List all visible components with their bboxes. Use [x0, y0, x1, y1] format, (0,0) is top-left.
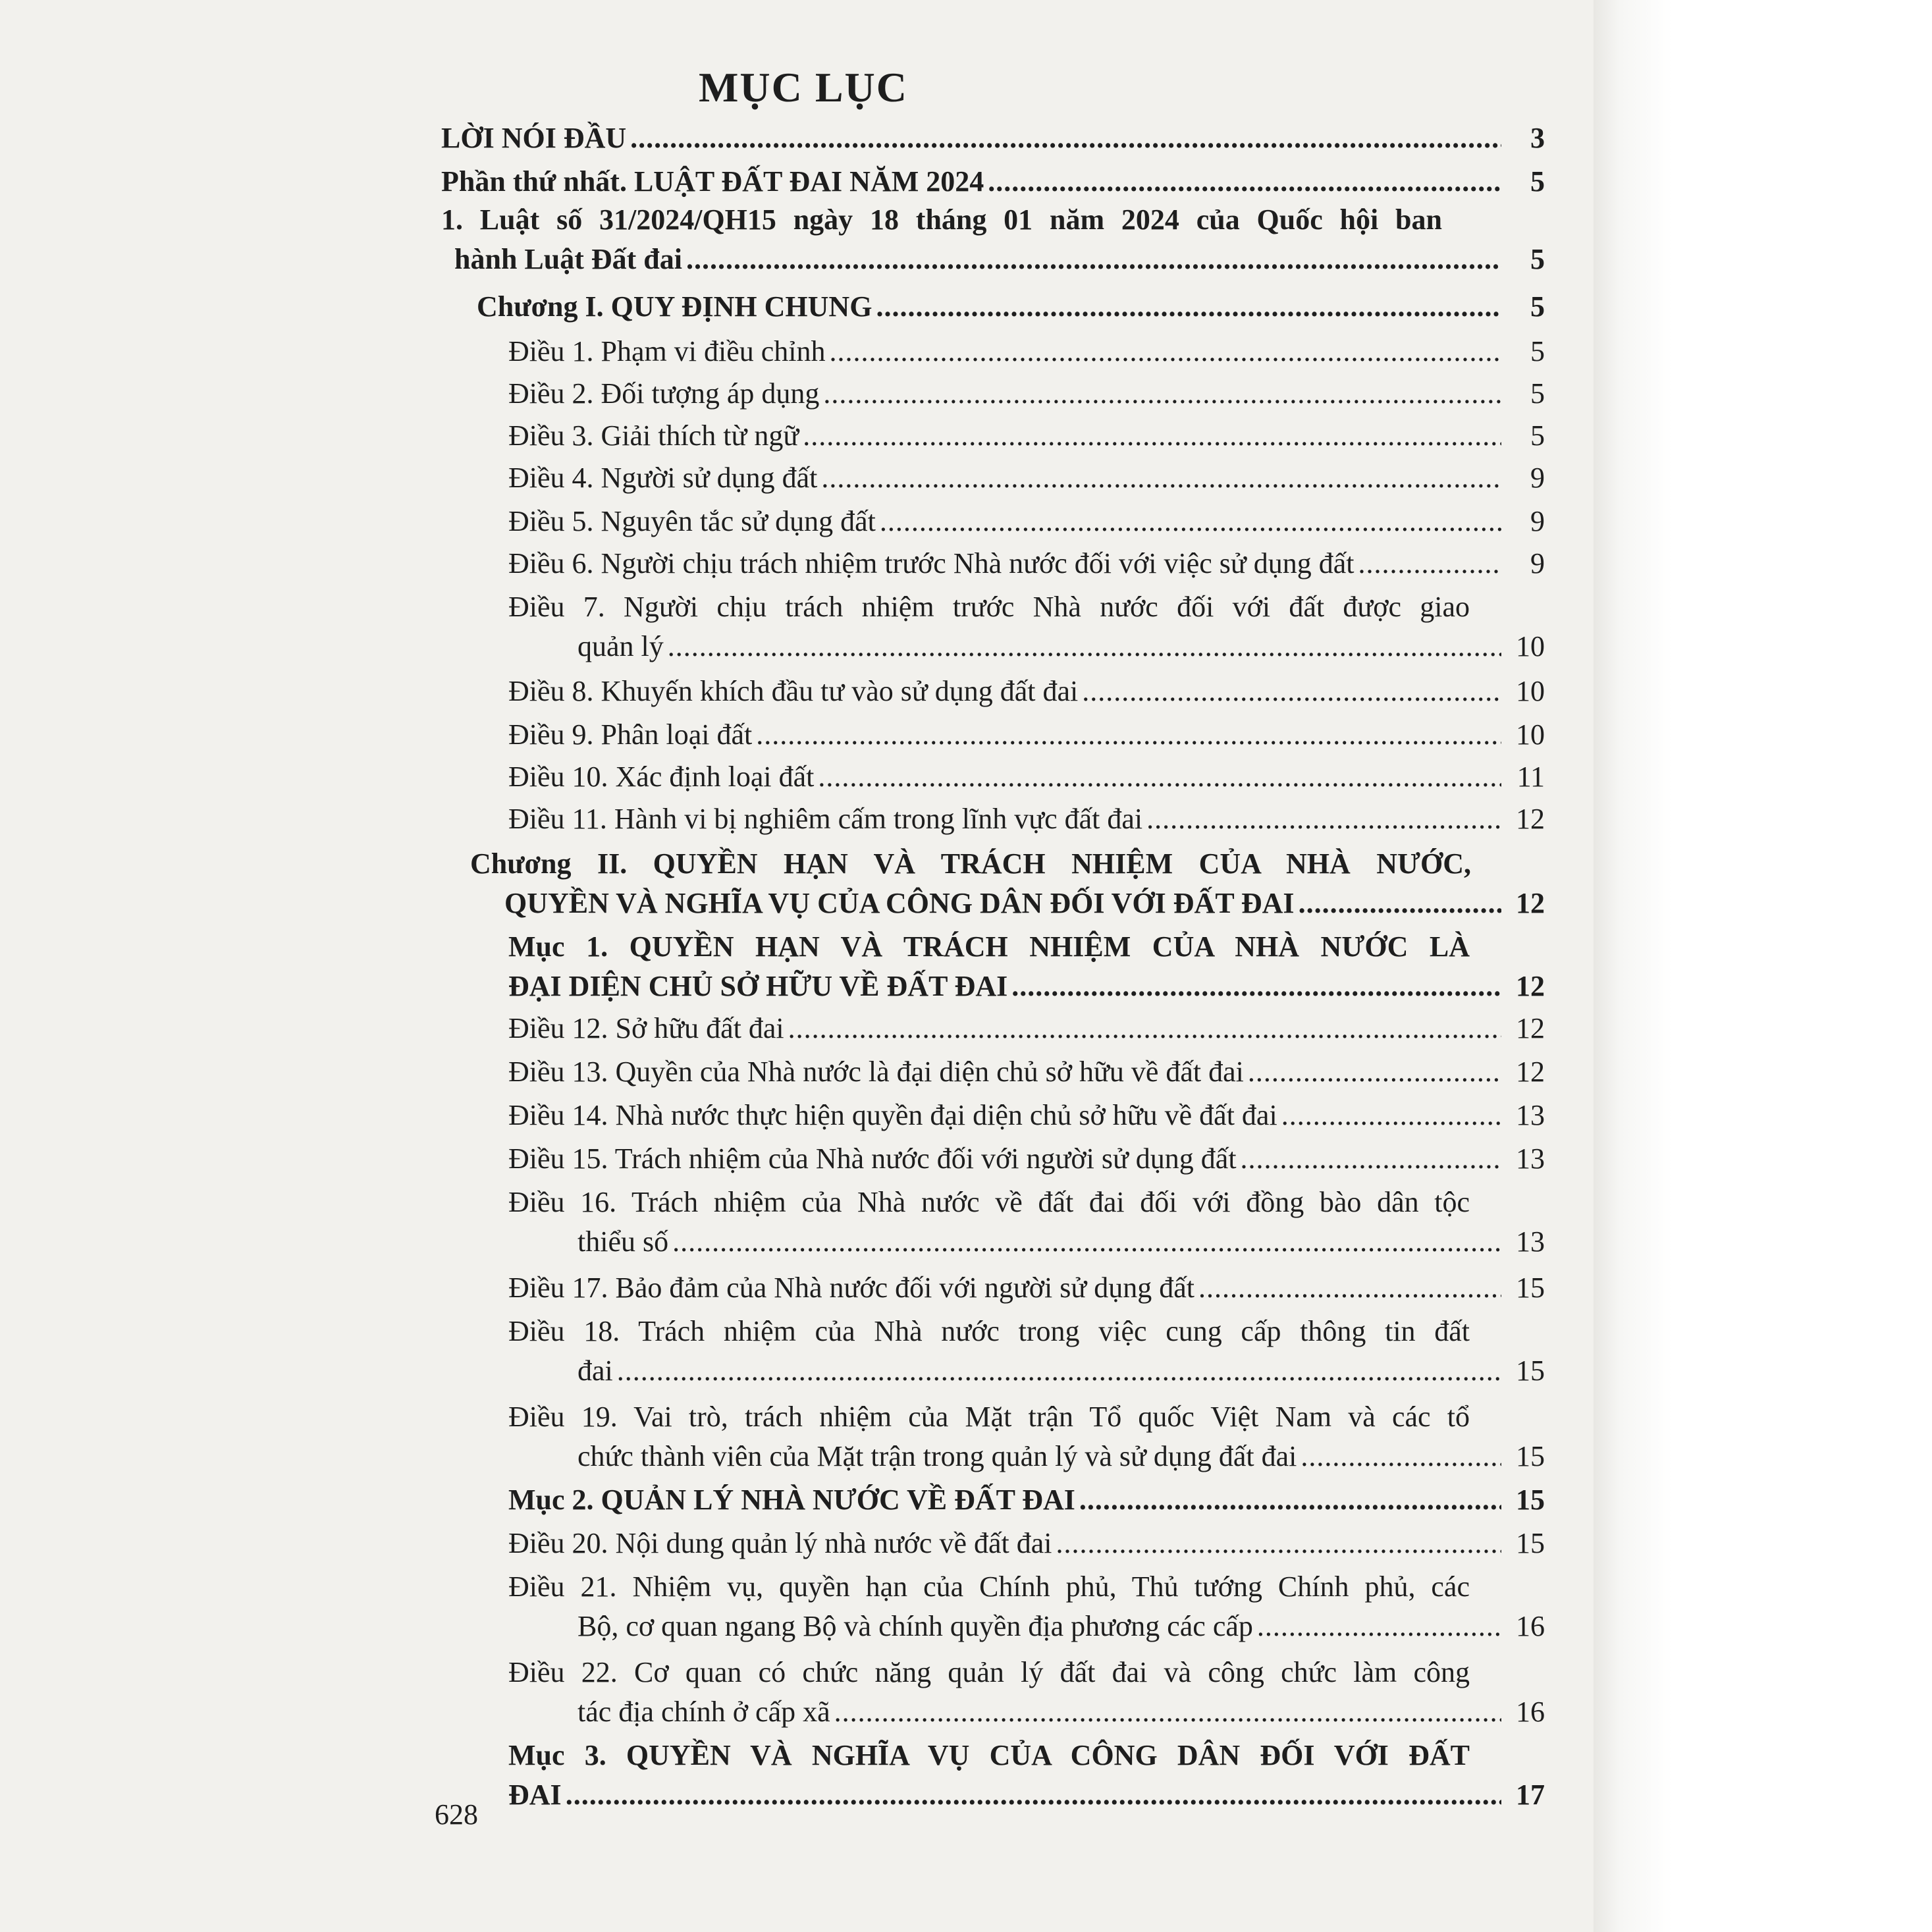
entry-title-cont: hành Luật Đất đai [454, 243, 683, 275]
toc-entry [508, 502, 1545, 541]
entry-title-cont: QUYỀN VÀ NGHĨA VỤ CỦA CÔNG DÂN ĐỐI VỚI ĐẤT ĐAI [504, 887, 1295, 919]
entry-title: Mục 3. QUYỀN VÀ NGHĨA VỤ CỦA CÔNG DÂN ĐỐI VỚI ĐẤT [508, 1739, 1470, 1771]
toc-entry [508, 1567, 1545, 1646]
entry-page: 15 [1516, 1355, 1545, 1387]
entry-page: 5 [1530, 165, 1545, 198]
toc-entry [508, 416, 1545, 456]
entry-title: Điều 20. Nội dung quản lý nhà nước về đất đai [508, 1527, 1052, 1559]
dot-leader [988, 162, 1501, 201]
entry-title: Chương II. QUYỀN HẠN VÀ TRÁCH NHIỆM CỦA NHÀ NƯỚC, [470, 847, 1471, 880]
page-number: 628 [435, 1798, 478, 1831]
dot-leader [1146, 799, 1501, 839]
dot-leader [880, 502, 1501, 541]
entry-page: 5 [1530, 290, 1545, 323]
toc-entry [508, 1139, 1545, 1179]
entry-title: Điều 14. Nhà nước thực hiện quyền đại diện chủ sở hữu về đất đai [508, 1099, 1277, 1131]
entry-page: 12 [1516, 970, 1545, 1002]
entry-title: Điều 11. Hành vi bị nghiêm cấm trong lĩnh vực đất đai [508, 803, 1143, 835]
dot-leader [672, 1222, 1501, 1262]
dot-leader [834, 1692, 1501, 1732]
toc-entry [508, 587, 1545, 666]
toc-entry [470, 844, 1545, 923]
entry-page: 13 [1516, 1099, 1545, 1131]
dot-leader [823, 374, 1501, 414]
toc-entry [508, 332, 1545, 371]
toc-entry [508, 1268, 1545, 1308]
dot-leader [1301, 1437, 1501, 1476]
entry-page: 17 [1516, 1779, 1545, 1811]
entry-title: Điều 5. Nguyên tắc sử dụng đất [508, 505, 876, 537]
entry-title: Mục 1. QUYỀN HẠN VÀ TRÁCH NHIỆM CỦA NHÀ NƯỚC LÀ [508, 930, 1470, 963]
entry-title-cont: quản lý [577, 630, 664, 662]
toc-entry [508, 1736, 1545, 1815]
entry-page: 3 [1530, 122, 1545, 154]
dot-leader [1198, 1268, 1501, 1308]
entry-page: 11 [1516, 761, 1545, 793]
entry-page: 13 [1516, 1142, 1545, 1175]
dot-leader [686, 240, 1501, 279]
entry-page: 5 [1530, 335, 1545, 367]
entry-page: 16 [1516, 1696, 1545, 1728]
dot-leader [1248, 1052, 1501, 1092]
entry-title: Phần thứ nhất. LUẬT ĐẤT ĐAI NĂM 2024 [441, 165, 984, 198]
entry-page: 9 [1530, 505, 1545, 537]
entry-title: Điều 8. Khuyến khích đầu tư vào sử dụng đất đai [508, 675, 1079, 707]
entry-title-cont: Bộ, cơ quan ngang Bộ và chính quyền địa phương các cấp [577, 1610, 1253, 1642]
entry-page: 9 [1530, 547, 1545, 579]
entry-title: Điều 17. Bảo đảm của Nhà nước đối với người sử dụng đất [508, 1272, 1194, 1304]
entry-title-cont: tác địa chính ở cấp xã [577, 1696, 830, 1728]
entry-page: 15 [1516, 1484, 1545, 1516]
entry-title-cont: chức thành viên của Mặt trận trong quản lý và sử dụng đất đai [577, 1440, 1297, 1472]
toc-entry [508, 1183, 1545, 1262]
entry-page: 15 [1516, 1527, 1545, 1559]
entry-title: Điều 12. Sở hữu đất đai [508, 1012, 784, 1044]
entry-title: Điều 19. Vai trò, trách nhiệm của Mặt trận Tổ quốc Việt Nam và các tổ [508, 1401, 1470, 1433]
dot-leader [1281, 1096, 1501, 1135]
toc-entry [508, 1524, 1545, 1563]
dot-leader [876, 287, 1501, 327]
entry-page: 12 [1516, 1056, 1545, 1088]
dot-leader [1358, 544, 1501, 583]
entry-page: 15 [1516, 1272, 1545, 1304]
entry-title: Điều 22. Cơ quan có chức năng quản lý đất đai và công chức làm công [508, 1656, 1470, 1688]
toc-entry [508, 1480, 1545, 1520]
entry-title: Điều 13. Quyền của Nhà nước là đại diện chủ sở hữu về đất đai [508, 1056, 1244, 1088]
dot-leader [1011, 967, 1501, 1006]
dot-leader [803, 416, 1501, 456]
dot-leader [1082, 672, 1501, 711]
entry-title-cont: ĐẠI DIỆN CHỦ SỞ HỮU VỀ ĐẤT ĐAI [508, 970, 1008, 1002]
entry-title-cont: ĐAI [508, 1779, 562, 1811]
entry-page: 10 [1516, 675, 1545, 707]
toc-entry [477, 287, 1545, 327]
toc-entry [441, 119, 1545, 158]
dot-leader [818, 757, 1501, 797]
entry-page: 5 [1530, 419, 1545, 452]
toc-entry [508, 1096, 1545, 1135]
entry-title-cont: đai [577, 1355, 613, 1387]
dot-leader [830, 332, 1502, 371]
toc-entry [508, 1653, 1545, 1732]
toc-entry [508, 458, 1545, 498]
page-edge-shadow [1594, 0, 1932, 1932]
toc-entry [508, 544, 1545, 583]
dot-leader [1257, 1607, 1501, 1646]
entry-title: Điều 7. Người chịu trách nhiệm trước Nhà nước đối với đất được giao [508, 591, 1470, 623]
dot-leader [668, 627, 1501, 666]
entry-page: 15 [1516, 1440, 1545, 1472]
dot-leader [821, 458, 1501, 498]
toc-entry [508, 757, 1545, 797]
entry-page: 10 [1516, 630, 1545, 662]
entry-page: 10 [1516, 718, 1545, 751]
toc-entry [508, 1052, 1545, 1092]
toc-entry [508, 715, 1545, 755]
toc-entry [508, 927, 1545, 1006]
entry-title: Điều 16. Trách nhiệm của Nhà nước về đất đai đối với đồng bào dân tộc [508, 1186, 1470, 1218]
entry-title: Chương I. QUY ĐỊNH CHUNG [477, 290, 872, 323]
entry-title: LỜI NÓI ĐẦU [441, 122, 627, 154]
entry-title: Điều 2. Đối tượng áp dụng [508, 377, 820, 410]
dot-leader [788, 1009, 1501, 1048]
toc-entry [508, 374, 1545, 414]
dot-leader [1056, 1524, 1502, 1563]
entry-title: Điều 6. Người chịu trách nhiệm trước Nhà nước đối với việc sử dụng đất [508, 547, 1355, 579]
entry-title-cont: thiểu số [577, 1225, 669, 1258]
entry-title: Điều 4. Người sử dụng đất [508, 462, 818, 494]
dot-leader [1241, 1139, 1501, 1179]
dot-leader [566, 1775, 1501, 1815]
entry-title: Điều 10. Xác định loại đất [508, 761, 815, 793]
toc-entry [508, 799, 1545, 839]
entry-title: Điều 9. Phân loại đất [508, 718, 753, 751]
toc-title: MỤC LỤC [699, 64, 908, 111]
entry-page: 12 [1516, 887, 1545, 919]
toc-entry [508, 1397, 1545, 1476]
entry-page: 5 [1530, 377, 1545, 410]
entry-page: 12 [1516, 803, 1545, 835]
entry-page: 12 [1516, 1012, 1545, 1044]
toc-entry [441, 200, 1545, 279]
dot-leader [1299, 884, 1501, 923]
entry-page: 9 [1530, 462, 1545, 494]
entry-page: 13 [1516, 1225, 1545, 1258]
entry-title: Điều 3. Giải thích từ ngữ [508, 419, 799, 452]
entry-title: Điều 21. Nhiệm vụ, quyền hạn của Chính phủ, Thủ tướng Chính phủ, các [508, 1570, 1470, 1603]
dot-leader [617, 1351, 1501, 1391]
entry-title: Điều 15. Trách nhiệm của Nhà nước đối với người sử dụng đất [508, 1142, 1237, 1175]
dot-leader [1079, 1480, 1501, 1520]
entry-title: Điều 1. Phạm vi điều chỉnh [508, 335, 826, 367]
toc-entry [441, 162, 1545, 201]
toc-entry [508, 1312, 1545, 1391]
toc-entry [508, 672, 1545, 711]
dot-leader [756, 715, 1501, 755]
entry-page: 16 [1516, 1610, 1545, 1642]
entry-title: Mục 2. QUẢN LÝ NHÀ NƯỚC VỀ ĐẤT ĐAI [508, 1484, 1075, 1516]
entry-page: 5 [1530, 243, 1545, 275]
toc-entry [508, 1009, 1545, 1048]
dot-leader [630, 119, 1501, 158]
entry-title: Điều 18. Trách nhiệm của Nhà nước trong việc cung cấp thông tin đất [508, 1315, 1470, 1347]
entry-title: 1. Luật số 31/2024/QH15 ngày 18 tháng 01 năm 2024 của Quốc hội ban [441, 203, 1442, 236]
